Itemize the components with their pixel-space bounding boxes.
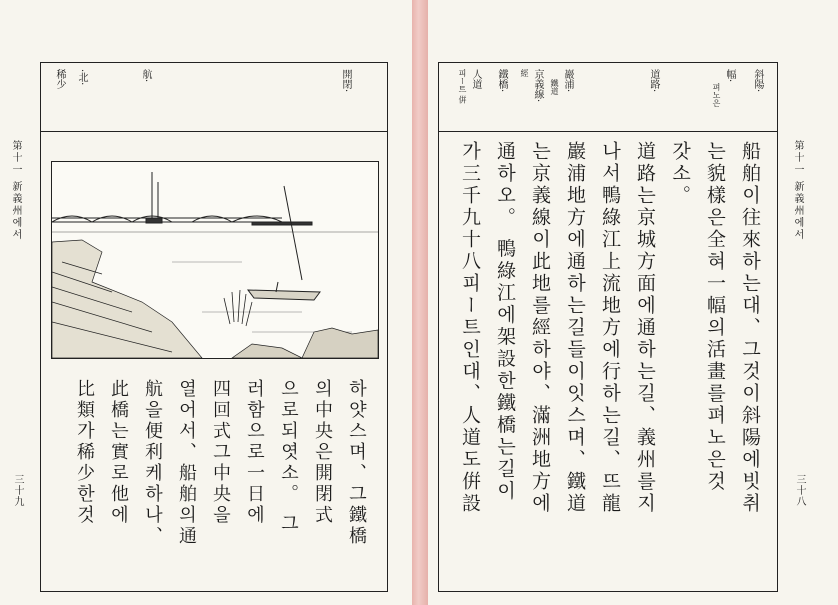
gloss-item: 幅·	[724, 69, 735, 83]
text-column: 는貌樣은全혀一幅의活畫를펴노은것	[704, 141, 726, 493]
right-page	[428, 0, 838, 605]
gloss-item: 鐵橋·	[496, 69, 507, 93]
gloss-reading: 피ー트 倂	[458, 69, 467, 104]
gloss-band	[439, 63, 777, 132]
left-page	[0, 0, 412, 605]
gloss-item: 道路·	[648, 69, 659, 93]
gloss-band	[41, 63, 387, 132]
text-frame	[438, 62, 778, 592]
gloss-item: 稀少	[54, 69, 65, 89]
text-column: 의中央은開閉式	[312, 379, 333, 526]
gloss-item: 斜陽·	[752, 69, 763, 93]
text-column: 가三千九十八피ー트인대、人道도倂設	[459, 141, 481, 515]
page-number: 三十八	[794, 474, 805, 507]
text-frame	[40, 62, 388, 592]
text-column: 船舶이往來하는대、그것이斜陽에빗취	[739, 141, 761, 515]
gloss-reading: 펴노은	[712, 83, 721, 107]
text-column: 러함으로一日에	[244, 379, 265, 526]
bridge-illustration	[51, 161, 379, 359]
book-gutter	[412, 0, 428, 605]
text-column: 此橋는實로他에	[108, 379, 129, 526]
gloss-item: 京義線·	[532, 69, 543, 103]
gloss-item: ·北·	[76, 69, 87, 86]
gloss-item: 開閉·	[340, 69, 351, 93]
text-column: 巖浦地方에通하는길들이잇스며、鐵道	[564, 141, 586, 515]
text-column: 航을便利케하나、	[142, 379, 163, 547]
running-header: 第十一 新義州에서	[792, 140, 803, 242]
text-column: 으로되엿소。 그	[278, 379, 299, 535]
text-column: 比類가稀少한것	[74, 379, 95, 526]
text-column: 는京義線이此地를經하야、滿洲地方에	[529, 141, 551, 515]
page-number: 三十九	[12, 474, 23, 507]
text-column: 나서鴨綠江上流地方에行하는길、뜨龍	[599, 141, 621, 515]
text-column: 通하오。 鴨綠江에架設한鐵橋는길이	[494, 141, 516, 503]
gloss-item: 巖浦·	[562, 69, 573, 93]
text-column: 四回式그中央을	[210, 379, 231, 526]
gloss-reading: 鐵道	[550, 79, 559, 95]
text-column: 道路는京城方面에通하는길、義州를지	[634, 141, 656, 515]
gloss-reading: 經	[520, 69, 529, 77]
running-header: 第十一 新義州에서	[10, 140, 21, 242]
text-column: 하얏스며、그鐵橋	[346, 379, 367, 547]
gloss-item: 航·	[140, 69, 151, 83]
gloss-item: 人道	[470, 69, 481, 89]
text-column: 갓소。	[669, 141, 691, 207]
body-text	[452, 141, 767, 581]
text-column: 열어서、船舶의通	[176, 379, 197, 547]
body-text	[67, 379, 373, 585]
